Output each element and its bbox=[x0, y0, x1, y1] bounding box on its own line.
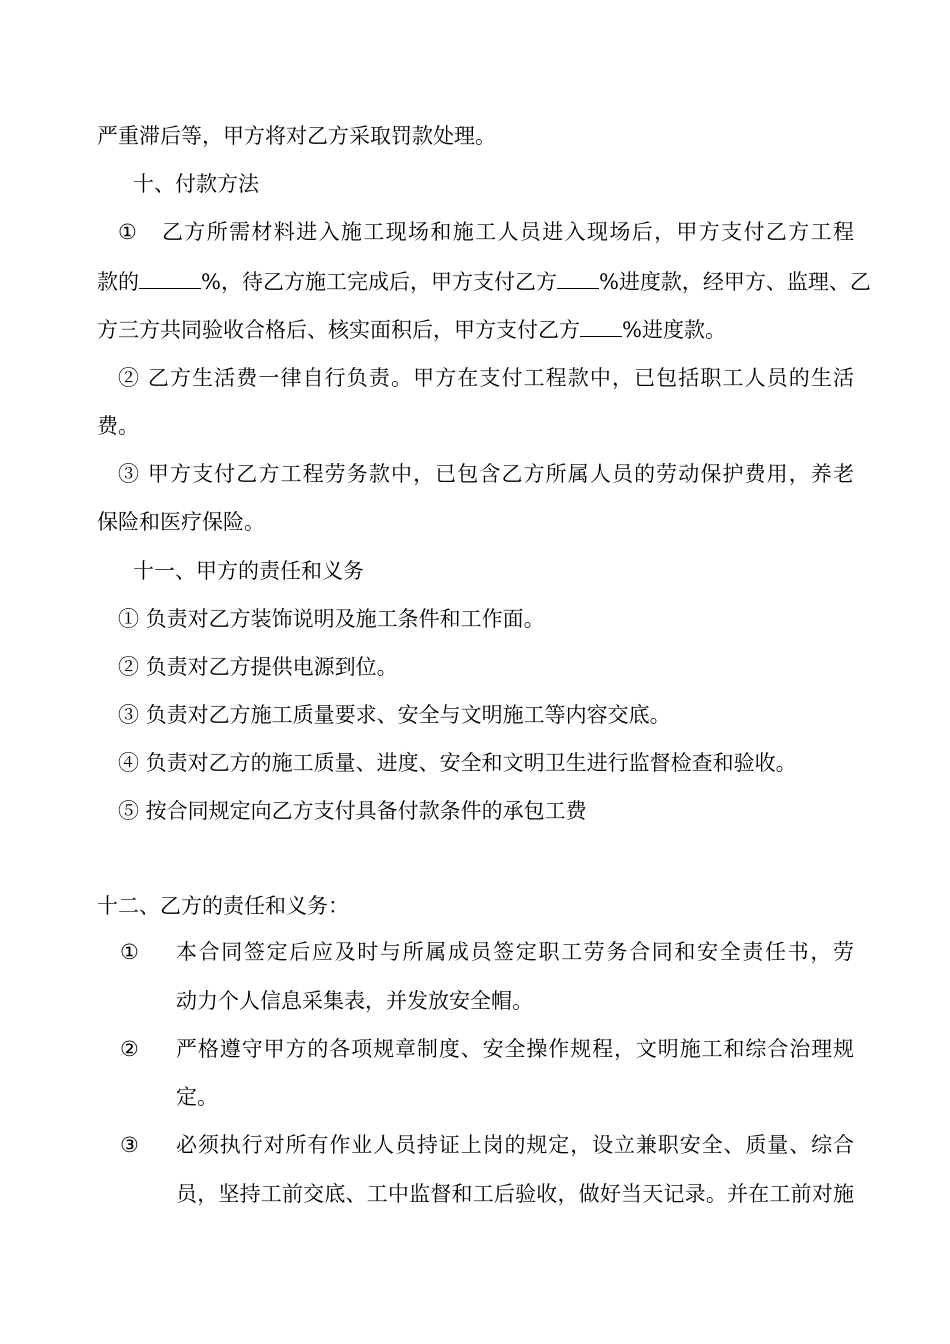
section-heading-12: 十二、乙方的责任和义务： bbox=[97, 894, 349, 918]
text-run: 方三方共同验收合格后、核实面积后，甲方支付乙方 bbox=[97, 318, 580, 342]
item-number: ② bbox=[120, 1037, 139, 1061]
paragraph-line: 费。 bbox=[97, 414, 139, 438]
paragraph-line: 员，坚持工前交底、工中监督和工后验收，做好当天记录。并在工前对施 bbox=[176, 1182, 854, 1206]
list-item: ① 负责对乙方装饰说明及施工条件和工作面。 bbox=[118, 607, 545, 631]
paragraph-line: 保险和医疗保险。 bbox=[97, 510, 265, 534]
paragraph-line: 必须执行对所有作业人员持证上岗的规定，设立兼职安全、质量、综合 bbox=[176, 1133, 854, 1157]
list-item: ② 负责对乙方提供电源到位。 bbox=[118, 655, 398, 679]
fill-in-blank[interactable] bbox=[139, 266, 201, 289]
item-number: ① bbox=[118, 220, 137, 244]
paragraph-line: ③ 甲方支付乙方工程劳务款中，已包含乙方所属人员的劳动保护费用，养老 bbox=[118, 462, 854, 486]
text-run: %进度款，经甲方、监理、乙 bbox=[598, 270, 871, 294]
list-item: ④ 负责对乙方的施工质量、进度、安全和文明卫生进行监督检查和验收。 bbox=[118, 751, 797, 775]
text-run: 款的 bbox=[97, 270, 139, 294]
paragraph-line: 严格遵守甲方的各项规章制度、安全操作规程，文明施工和综合治理规 bbox=[176, 1037, 854, 1061]
paragraph-line bbox=[97, 266, 871, 296]
fill-in-blank[interactable] bbox=[557, 266, 599, 289]
paragraph-line bbox=[97, 314, 726, 344]
text-run: %，待乙方施工完成后，甲方支付乙方 bbox=[201, 270, 557, 294]
section-heading-10: 十、付款方法 bbox=[133, 172, 259, 196]
paragraph-line: 严重滞后等，甲方将对乙方采取罚款处理。 bbox=[97, 124, 496, 148]
paragraph-line: 本合同签定后应及时与所属成员签定职工劳务合同和安全责任书，劳 bbox=[176, 940, 854, 964]
paragraph-line: 乙方所需材料进入施工现场和施工人员进入现场后，甲方支付乙方工程 bbox=[162, 220, 854, 244]
item-number: ① bbox=[120, 940, 139, 964]
fill-in-blank[interactable] bbox=[580, 314, 622, 337]
section-heading-11: 十一、甲方的责任和义务 bbox=[133, 559, 364, 583]
paragraph-line: ② 乙方生活费一律自行负责。甲方在支付工程款中，已包括职工人员的生活 bbox=[118, 366, 854, 390]
paragraph-line: 定。 bbox=[176, 1085, 218, 1109]
paragraph-line: 动力个人信息采集表，并发放安全帽。 bbox=[176, 989, 533, 1013]
text-run: %进度款。 bbox=[622, 318, 726, 342]
list-item: ③ 负责对乙方施工质量要求、安全与文明施工等内容交底。 bbox=[118, 703, 671, 727]
list-item: ⑤ 按合同规定向乙方支付具备付款条件的承包工费 bbox=[118, 799, 587, 823]
item-number: ③ bbox=[120, 1133, 139, 1157]
